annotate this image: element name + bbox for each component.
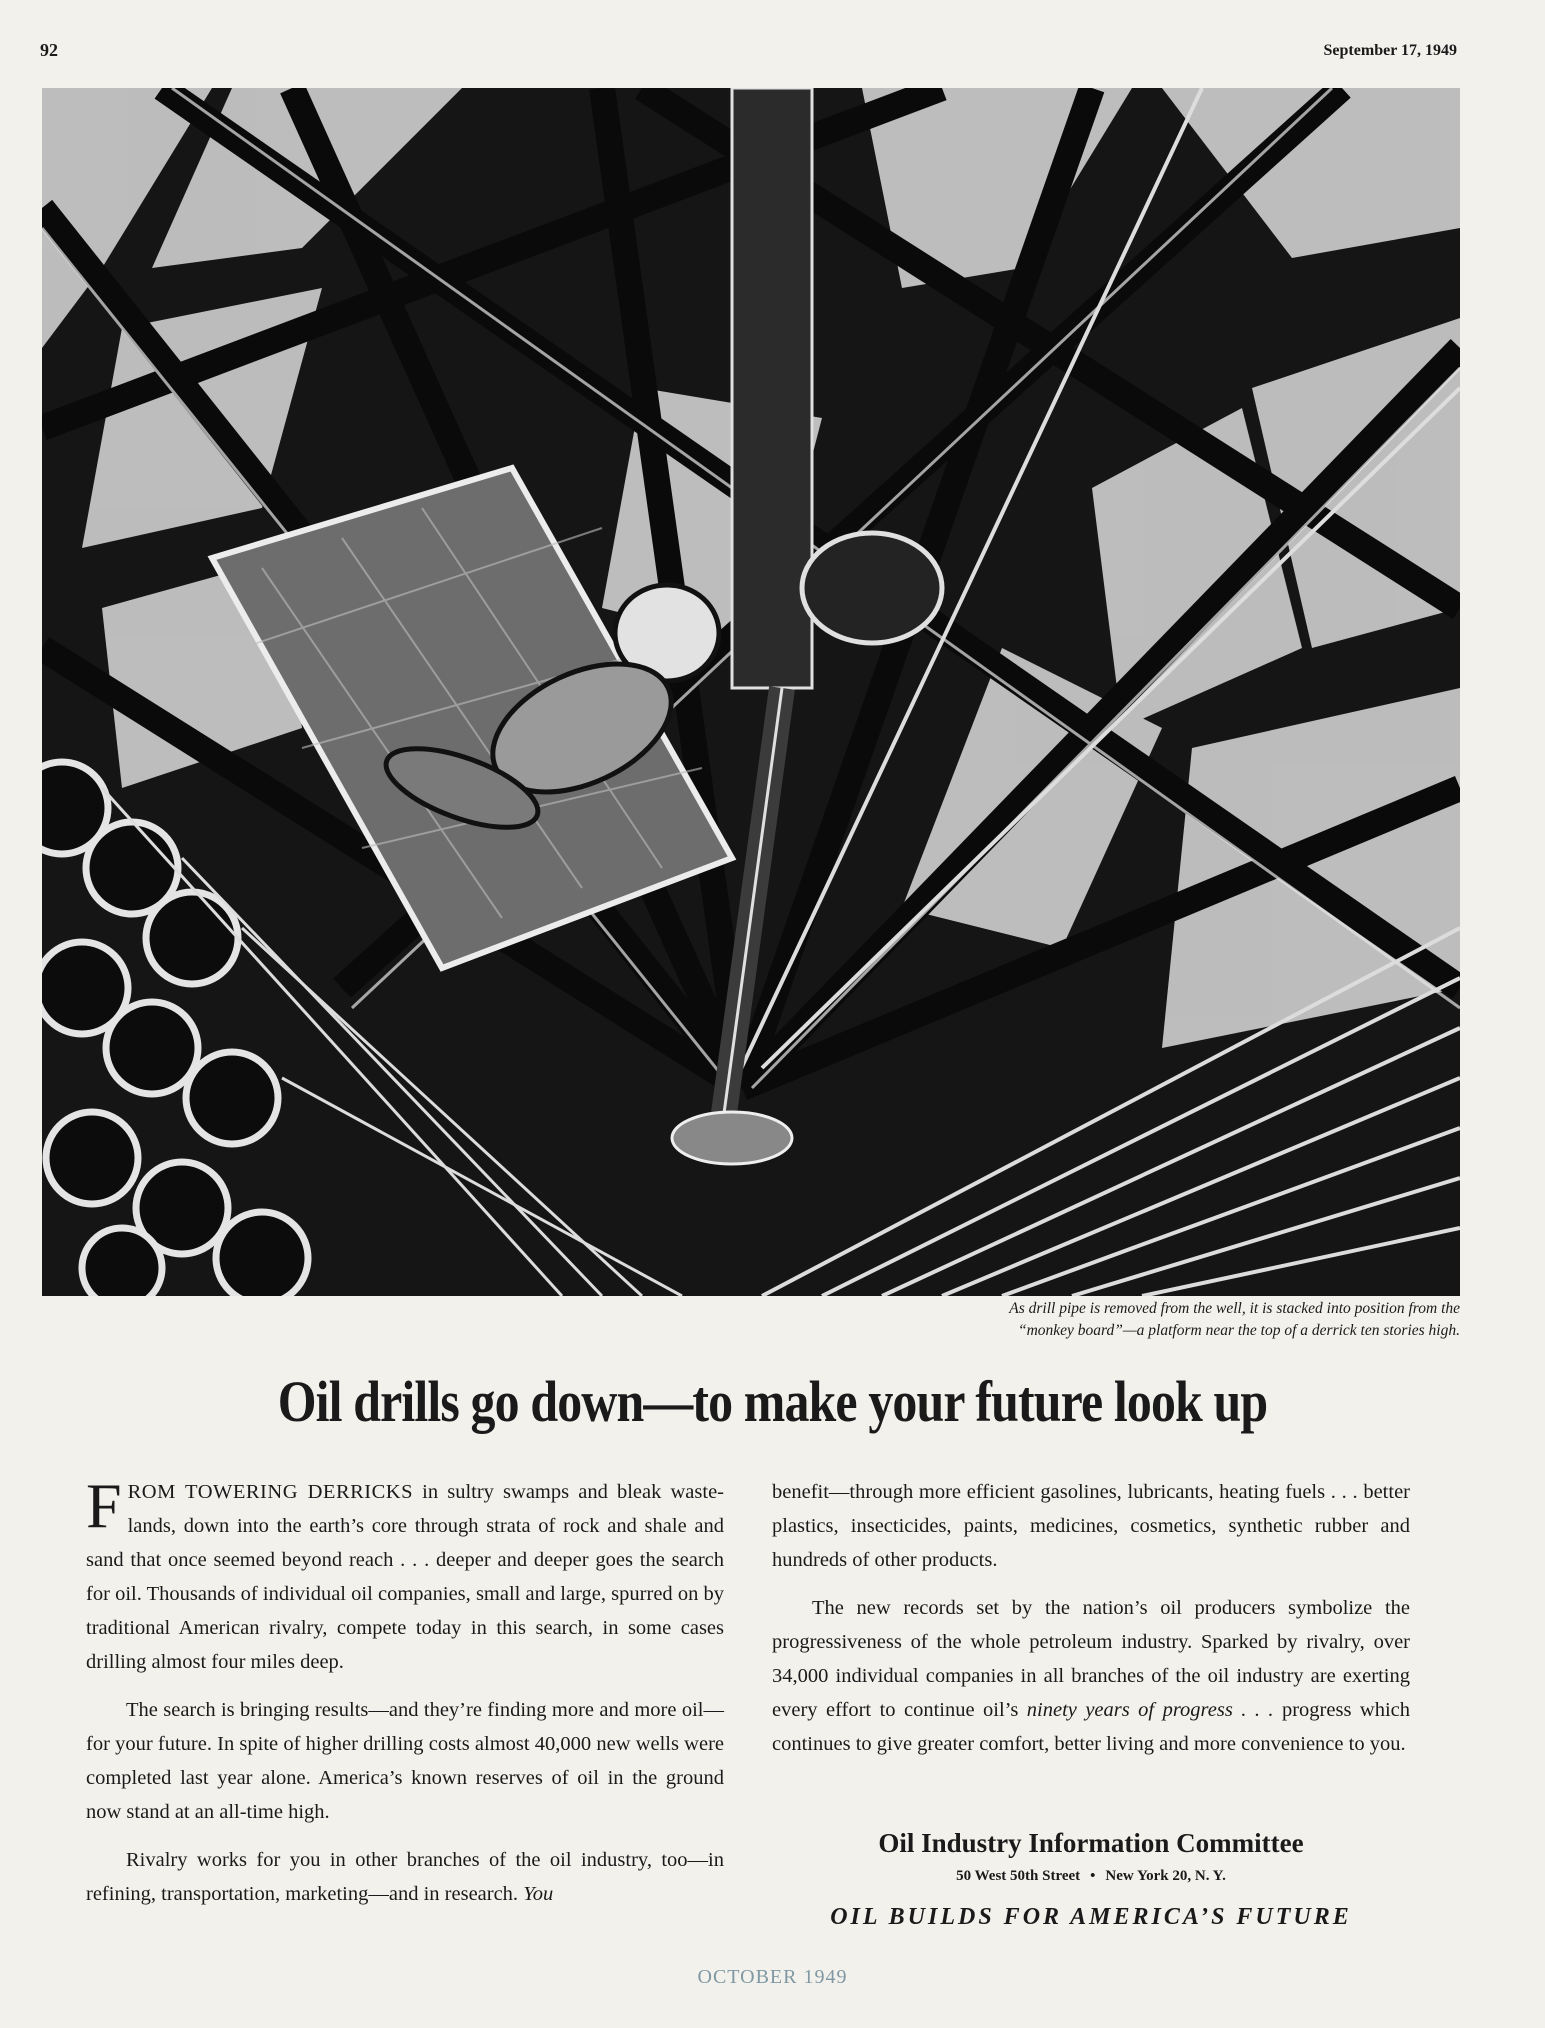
address-separator: • xyxy=(1090,1868,1096,1884)
body-column-right xyxy=(772,1475,1410,1775)
illustration-caption xyxy=(560,1298,1460,1342)
paragraph-1-text: in sultry swamps and bleak waste-lands, down into the earth’s core through strata of rock and shale and sand that once seemed beyond reach . . . deeper and deeper goes the search for oil. Thousands of individual oil companies, small and large, spurred on by traditional American rivalry, compete today in this search, in some cases drilling almost four miles deep. xyxy=(86,1481,724,1673)
lead-in: ROM TOWERING DERRICKS xyxy=(127,1481,414,1503)
paragraph-5-italic: ninety years of progress . . . xyxy=(1026,1699,1274,1721)
paragraph-2: The search is bringing results—and they’re finding more and more oil—for your future. In spite of higher drilling costs almost 40,000 new wells were completed last year alone. America’s known reserves of oil in the ground now stand at an all-time high. xyxy=(86,1699,724,1823)
drop-cap: F xyxy=(86,1470,122,1541)
committee-name: Oil Industry Information Committee xyxy=(878,1828,1304,1858)
paragraph-1 xyxy=(86,1470,724,1679)
slogan: OIL BUILDS FOR AMERICA’S FUTURE xyxy=(830,1904,1352,1930)
issue-date: September 17, 1949 xyxy=(1323,42,1457,59)
derrick-illustration xyxy=(42,88,1460,1296)
paragraph-3 xyxy=(86,1843,724,1911)
address-city: New York 20, N. Y. xyxy=(1105,1868,1226,1884)
derrick-artwork xyxy=(42,88,1460,1296)
committee-address xyxy=(772,1868,1410,1885)
caption-line-2: “monkey board”—a platform near the top of a derrick ten stories high. xyxy=(1017,1322,1460,1339)
paragraph-5 xyxy=(772,1591,1410,1761)
page-number: 92 xyxy=(40,40,58,60)
caption-line-1: As drill pipe is removed from the well, it is stacked into position from the xyxy=(1009,1300,1460,1317)
paragraph-4: benefit—through more efficient gasolines, lubricants, heating fuels . . . better plastics, insecticides, paints, medicines, cosmetics, synthetic rubber and hundreds of other products. xyxy=(772,1481,1410,1571)
body-column-left xyxy=(86,1470,724,1925)
paragraph-5-start: The new records set by the nation’s oil producers symbolize the progressiveness of the whole petroleum industry. Sparked by rivalry, over 34,000 individual companies in all branches of the oil industry are exerting every effort to continue oil’s xyxy=(772,1597,1410,1721)
paragraph-3-italic: You xyxy=(523,1883,554,1905)
address-street: 50 West 50th Street xyxy=(956,1868,1081,1884)
paragraph-5-end: progress which continues to give greater comfort, better living and more convenience to you. xyxy=(772,1699,1410,1755)
headline: Oil drills go down—to make your future look up xyxy=(277,1369,1268,1434)
paragraph-3-text: Rivalry works for you in other branches of the oil industry, too—in refining, transportation, marketing—and in research. xyxy=(86,1849,724,1905)
archive-stamp: OCTOBER 1949 xyxy=(697,1966,848,1988)
